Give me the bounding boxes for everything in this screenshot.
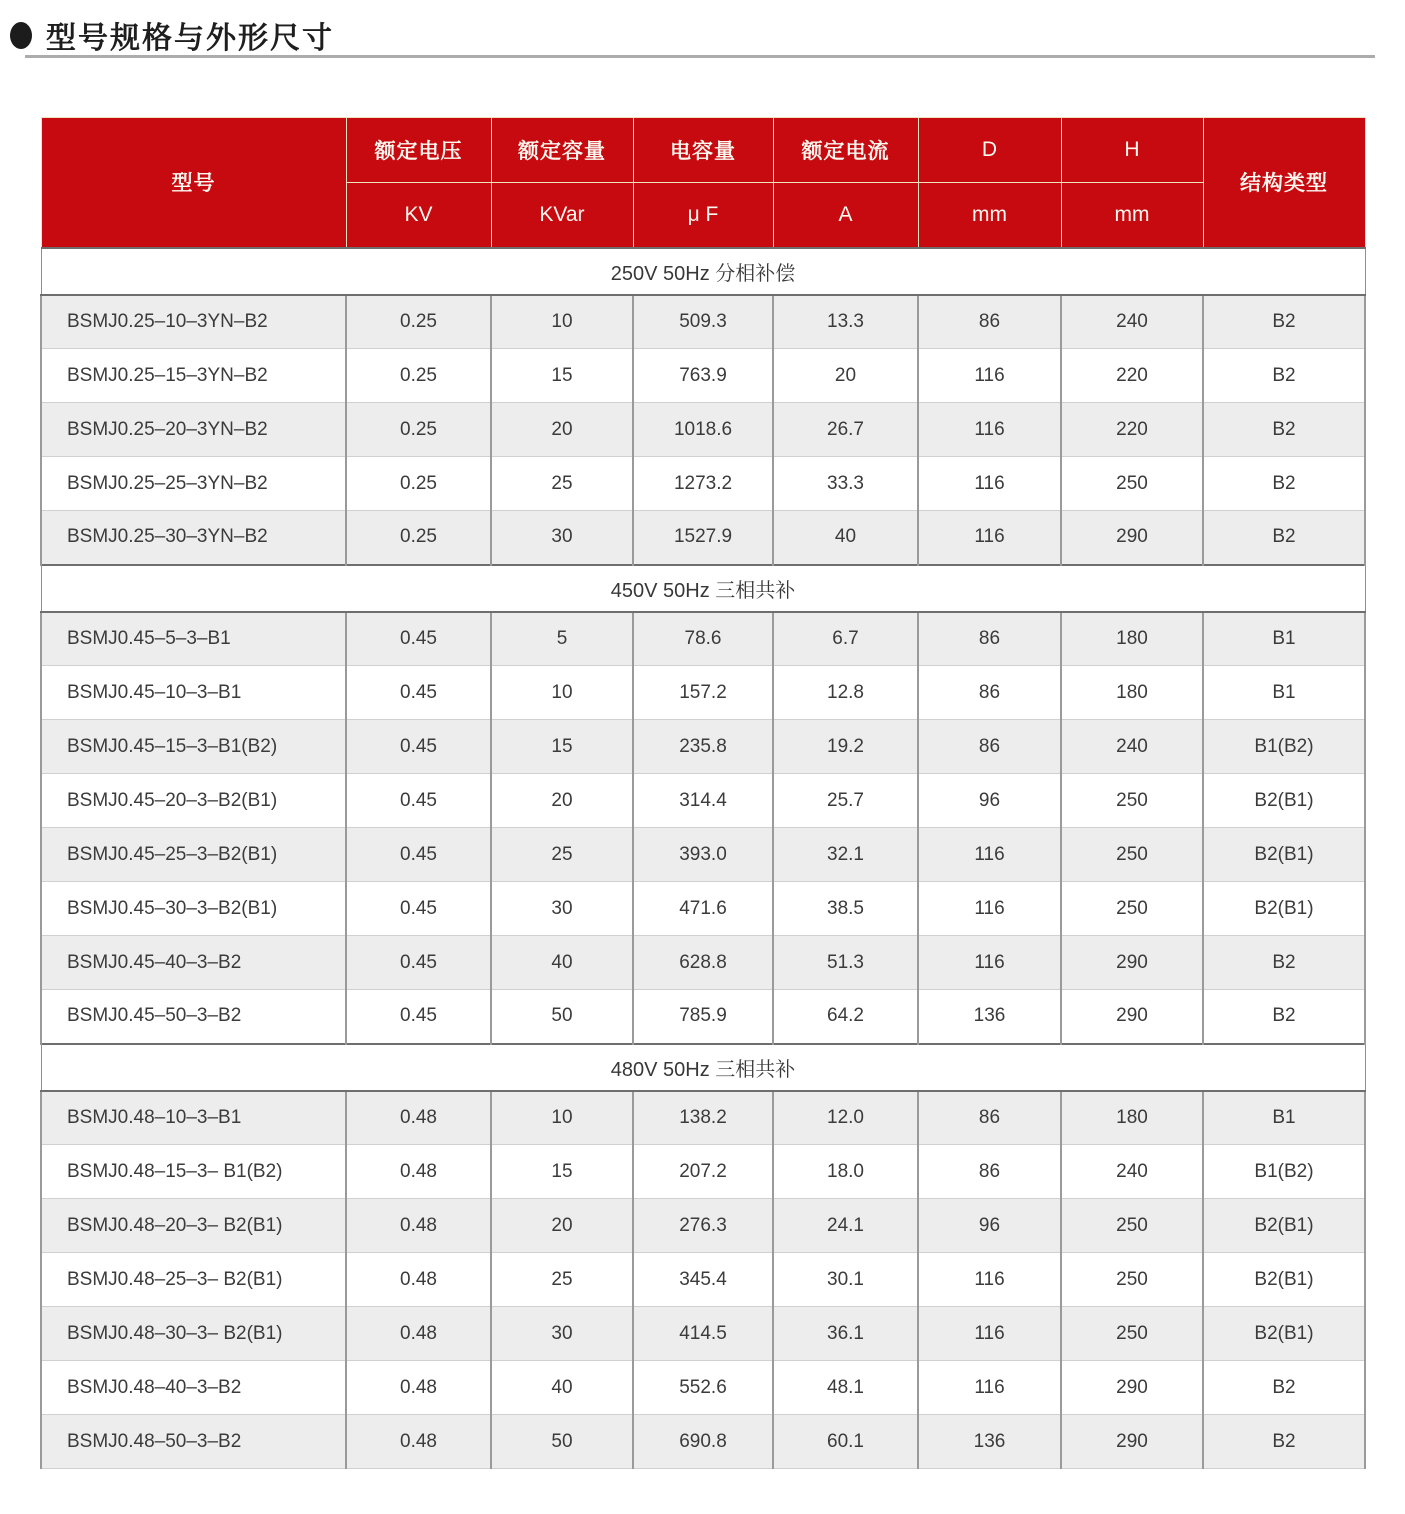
model-cell: BSMJ0.48–10–3–B1: [41, 1091, 346, 1145]
value-cell: 240: [1061, 720, 1203, 774]
value-cell: 38.5: [773, 882, 918, 936]
value-cell: 96: [918, 1199, 1061, 1253]
value-cell: 60.1: [773, 1415, 918, 1469]
value-cell: 20: [491, 403, 633, 457]
table-row: [41, 1145, 1365, 1199]
value-cell: 250: [1061, 882, 1203, 936]
model-cell: BSMJ0.25–30–3YN–B2: [41, 511, 346, 565]
section-title: 480V 50Hz 三相共补: [41, 1044, 1365, 1091]
section-header-row: [41, 1044, 1365, 1091]
value-cell: 0.48: [346, 1415, 491, 1469]
value-cell: 0.45: [346, 666, 491, 720]
value-cell: 40: [491, 1361, 633, 1415]
value-cell: 48.1: [773, 1361, 918, 1415]
value-cell: 235.8: [633, 720, 773, 774]
value-cell: B2: [1203, 295, 1365, 349]
value-cell: 393.0: [633, 828, 773, 882]
table-row: [41, 1199, 1365, 1253]
value-cell: 20: [773, 349, 918, 403]
table-row: [41, 936, 1365, 990]
value-cell: 116: [918, 828, 1061, 882]
value-cell: 86: [918, 720, 1061, 774]
value-cell: B2: [1203, 349, 1365, 403]
page-title: [10, 13, 334, 57]
value-cell: 240: [1061, 295, 1203, 349]
value-cell: 0.25: [346, 457, 491, 511]
table-row: [41, 1307, 1365, 1361]
value-cell: 26.7: [773, 403, 918, 457]
value-cell: 64.2: [773, 990, 918, 1044]
value-cell: 220: [1061, 403, 1203, 457]
value-cell: 509.3: [633, 295, 773, 349]
value-cell: 1273.2: [633, 457, 773, 511]
value-cell: 12.0: [773, 1091, 918, 1145]
section-header-row: [41, 248, 1365, 295]
value-cell: 136: [918, 1415, 1061, 1469]
table-row: [41, 990, 1365, 1044]
value-cell: 0.45: [346, 774, 491, 828]
value-cell: 51.3: [773, 936, 918, 990]
value-cell: 0.25: [346, 403, 491, 457]
value-cell: 50: [491, 1415, 633, 1469]
model-cell: BSMJ0.45–20–3–B2(B1): [41, 774, 346, 828]
value-cell: 25.7: [773, 774, 918, 828]
value-cell: B1: [1203, 666, 1365, 720]
value-cell: 116: [918, 936, 1061, 990]
table-row: [41, 349, 1365, 403]
value-cell: 36.1: [773, 1307, 918, 1361]
unit-a: A: [773, 183, 918, 248]
value-cell: 0.45: [346, 612, 491, 666]
model-cell: BSMJ0.25–25–3YN–B2: [41, 457, 346, 511]
value-cell: 30.1: [773, 1253, 918, 1307]
value-cell: 40: [773, 511, 918, 565]
value-cell: 25: [491, 457, 633, 511]
section-title: 450V 50Hz 三相共补: [41, 565, 1365, 612]
value-cell: 18.0: [773, 1145, 918, 1199]
table-row: [41, 1361, 1365, 1415]
value-cell: 250: [1061, 828, 1203, 882]
value-cell: B2: [1203, 403, 1365, 457]
model-cell: BSMJ0.48–25–3– B2(B1): [41, 1253, 346, 1307]
unit-uf: μ F: [633, 183, 773, 248]
value-cell: 15: [491, 720, 633, 774]
value-cell: 250: [1061, 774, 1203, 828]
value-cell: 116: [918, 1361, 1061, 1415]
unit-h-mm: mm: [1061, 183, 1203, 248]
value-cell: 0.25: [346, 349, 491, 403]
unit-kv: KV: [346, 183, 491, 248]
value-cell: 25: [491, 1253, 633, 1307]
value-cell: 290: [1061, 511, 1203, 565]
value-cell: 30: [491, 882, 633, 936]
value-cell: 314.4: [633, 774, 773, 828]
value-cell: B2(B1): [1203, 774, 1365, 828]
col-header-rated-current: 额定电流: [773, 118, 918, 183]
value-cell: 690.8: [633, 1415, 773, 1469]
value-cell: 116: [918, 349, 1061, 403]
value-cell: 0.45: [346, 720, 491, 774]
value-cell: 6.7: [773, 612, 918, 666]
spec-table: [40, 117, 1366, 1469]
value-cell: 10: [491, 295, 633, 349]
value-cell: 86: [918, 295, 1061, 349]
value-cell: 220: [1061, 349, 1203, 403]
section-title: 250V 50Hz 分相补偿: [41, 248, 1365, 295]
value-cell: 180: [1061, 1091, 1203, 1145]
value-cell: 15: [491, 1145, 633, 1199]
value-cell: B1(B2): [1203, 1145, 1365, 1199]
value-cell: 290: [1061, 1415, 1203, 1469]
value-cell: 19.2: [773, 720, 918, 774]
value-cell: 763.9: [633, 349, 773, 403]
table-header: [41, 118, 1365, 248]
value-cell: 207.2: [633, 1145, 773, 1199]
value-cell: 290: [1061, 1361, 1203, 1415]
value-cell: 30: [491, 511, 633, 565]
model-cell: BSMJ0.48–20–3– B2(B1): [41, 1199, 346, 1253]
value-cell: 24.1: [773, 1199, 918, 1253]
value-cell: 250: [1061, 457, 1203, 511]
col-header-capacitance: 电容量: [633, 118, 773, 183]
col-header-model: 型号: [41, 118, 346, 248]
value-cell: 0.48: [346, 1307, 491, 1361]
value-cell: 0.45: [346, 828, 491, 882]
bullet-icon: [10, 22, 32, 49]
value-cell: B2(B1): [1203, 1307, 1365, 1361]
model-cell: BSMJ0.45–25–3–B2(B1): [41, 828, 346, 882]
value-cell: B2(B1): [1203, 1253, 1365, 1307]
value-cell: 96: [918, 774, 1061, 828]
value-cell: 40: [491, 936, 633, 990]
value-cell: 10: [491, 666, 633, 720]
value-cell: 136: [918, 990, 1061, 1044]
unit-kvar: KVar: [491, 183, 633, 248]
model-cell: BSMJ0.48–30–3– B2(B1): [41, 1307, 346, 1361]
value-cell: 33.3: [773, 457, 918, 511]
value-cell: 15: [491, 349, 633, 403]
col-header-rated-capacity: 额定容量: [491, 118, 633, 183]
value-cell: B2(B1): [1203, 1199, 1365, 1253]
value-cell: 12.8: [773, 666, 918, 720]
value-cell: 20: [491, 774, 633, 828]
value-cell: B2(B1): [1203, 882, 1365, 936]
value-cell: 32.1: [773, 828, 918, 882]
value-cell: B2(B1): [1203, 828, 1365, 882]
value-cell: 30: [491, 1307, 633, 1361]
value-cell: 86: [918, 666, 1061, 720]
value-cell: B2: [1203, 936, 1365, 990]
value-cell: 0.25: [346, 511, 491, 565]
value-cell: B2: [1203, 1415, 1365, 1469]
value-cell: 290: [1061, 990, 1203, 1044]
value-cell: 138.2: [633, 1091, 773, 1145]
table-row: [41, 828, 1365, 882]
value-cell: 86: [918, 1145, 1061, 1199]
page-title-text: 型号规格与外形尺寸: [46, 22, 334, 55]
value-cell: 0.45: [346, 882, 491, 936]
value-cell: 5: [491, 612, 633, 666]
value-cell: 0.48: [346, 1091, 491, 1145]
value-cell: B2: [1203, 990, 1365, 1044]
col-header-d: D: [918, 118, 1061, 183]
value-cell: 290: [1061, 936, 1203, 990]
model-cell: BSMJ0.25–20–3YN–B2: [41, 403, 346, 457]
value-cell: 240: [1061, 1145, 1203, 1199]
col-header-structure-type: 结构类型: [1203, 118, 1365, 248]
value-cell: 0.48: [346, 1361, 491, 1415]
model-cell: BSMJ0.45–40–3–B2: [41, 936, 346, 990]
value-cell: 86: [918, 612, 1061, 666]
value-cell: 50: [491, 990, 633, 1044]
model-cell: BSMJ0.45–5–3–B1: [41, 612, 346, 666]
table-row: [41, 1253, 1365, 1307]
table-row: [41, 403, 1365, 457]
value-cell: 0.48: [346, 1253, 491, 1307]
value-cell: 116: [918, 403, 1061, 457]
value-cell: 116: [918, 1307, 1061, 1361]
table-row: [41, 295, 1365, 349]
value-cell: B1: [1203, 1091, 1365, 1145]
model-cell: BSMJ0.45–10–3–B1: [41, 666, 346, 720]
value-cell: 116: [918, 511, 1061, 565]
value-cell: B2: [1203, 1361, 1365, 1415]
model-cell: BSMJ0.45–15–3–B1(B2): [41, 720, 346, 774]
value-cell: 552.6: [633, 1361, 773, 1415]
value-cell: 13.3: [773, 295, 918, 349]
model-cell: BSMJ0.48–40–3–B2: [41, 1361, 346, 1415]
value-cell: 180: [1061, 666, 1203, 720]
value-cell: 414.5: [633, 1307, 773, 1361]
value-cell: 157.2: [633, 666, 773, 720]
value-cell: 20: [491, 1199, 633, 1253]
title-underline: [25, 55, 1375, 58]
col-header-h: H: [1061, 118, 1203, 183]
value-cell: 250: [1061, 1199, 1203, 1253]
value-cell: 785.9: [633, 990, 773, 1044]
value-cell: 471.6: [633, 882, 773, 936]
value-cell: 345.4: [633, 1253, 773, 1307]
col-header-rated-voltage: 额定电压: [346, 118, 491, 183]
value-cell: 0.48: [346, 1199, 491, 1253]
value-cell: 180: [1061, 612, 1203, 666]
model-cell: BSMJ0.25–15–3YN–B2: [41, 349, 346, 403]
value-cell: 250: [1061, 1253, 1203, 1307]
value-cell: 276.3: [633, 1199, 773, 1253]
value-cell: 1527.9: [633, 511, 773, 565]
table-row: [41, 612, 1365, 666]
value-cell: 0.45: [346, 990, 491, 1044]
value-cell: 116: [918, 457, 1061, 511]
table-row: [41, 774, 1365, 828]
value-cell: 0.25: [346, 295, 491, 349]
table-row: [41, 1415, 1365, 1469]
section-header-row: [41, 565, 1365, 612]
value-cell: 0.48: [346, 1145, 491, 1199]
value-cell: 25: [491, 828, 633, 882]
value-cell: 10: [491, 1091, 633, 1145]
model-cell: BSMJ0.48–15–3– B1(B2): [41, 1145, 346, 1199]
unit-d-mm: mm: [918, 183, 1061, 248]
table-row: [41, 511, 1365, 565]
model-cell: BSMJ0.45–50–3–B2: [41, 990, 346, 1044]
value-cell: B1(B2): [1203, 720, 1365, 774]
model-cell: BSMJ0.45–30–3–B2(B1): [41, 882, 346, 936]
model-cell: BSMJ0.25–10–3YN–B2: [41, 295, 346, 349]
value-cell: 116: [918, 882, 1061, 936]
table-body: [41, 248, 1365, 1469]
model-cell: BSMJ0.48–50–3–B2: [41, 1415, 346, 1469]
table-row: [41, 720, 1365, 774]
value-cell: 250: [1061, 1307, 1203, 1361]
value-cell: 0.45: [346, 936, 491, 990]
value-cell: 116: [918, 1253, 1061, 1307]
table-row: [41, 666, 1365, 720]
value-cell: 1018.6: [633, 403, 773, 457]
value-cell: B2: [1203, 457, 1365, 511]
table-row: [41, 1091, 1365, 1145]
value-cell: B1: [1203, 612, 1365, 666]
value-cell: 78.6: [633, 612, 773, 666]
value-cell: 86: [918, 1091, 1061, 1145]
table-row: [41, 457, 1365, 511]
value-cell: B2: [1203, 511, 1365, 565]
table-row: [41, 882, 1365, 936]
value-cell: 628.8: [633, 936, 773, 990]
